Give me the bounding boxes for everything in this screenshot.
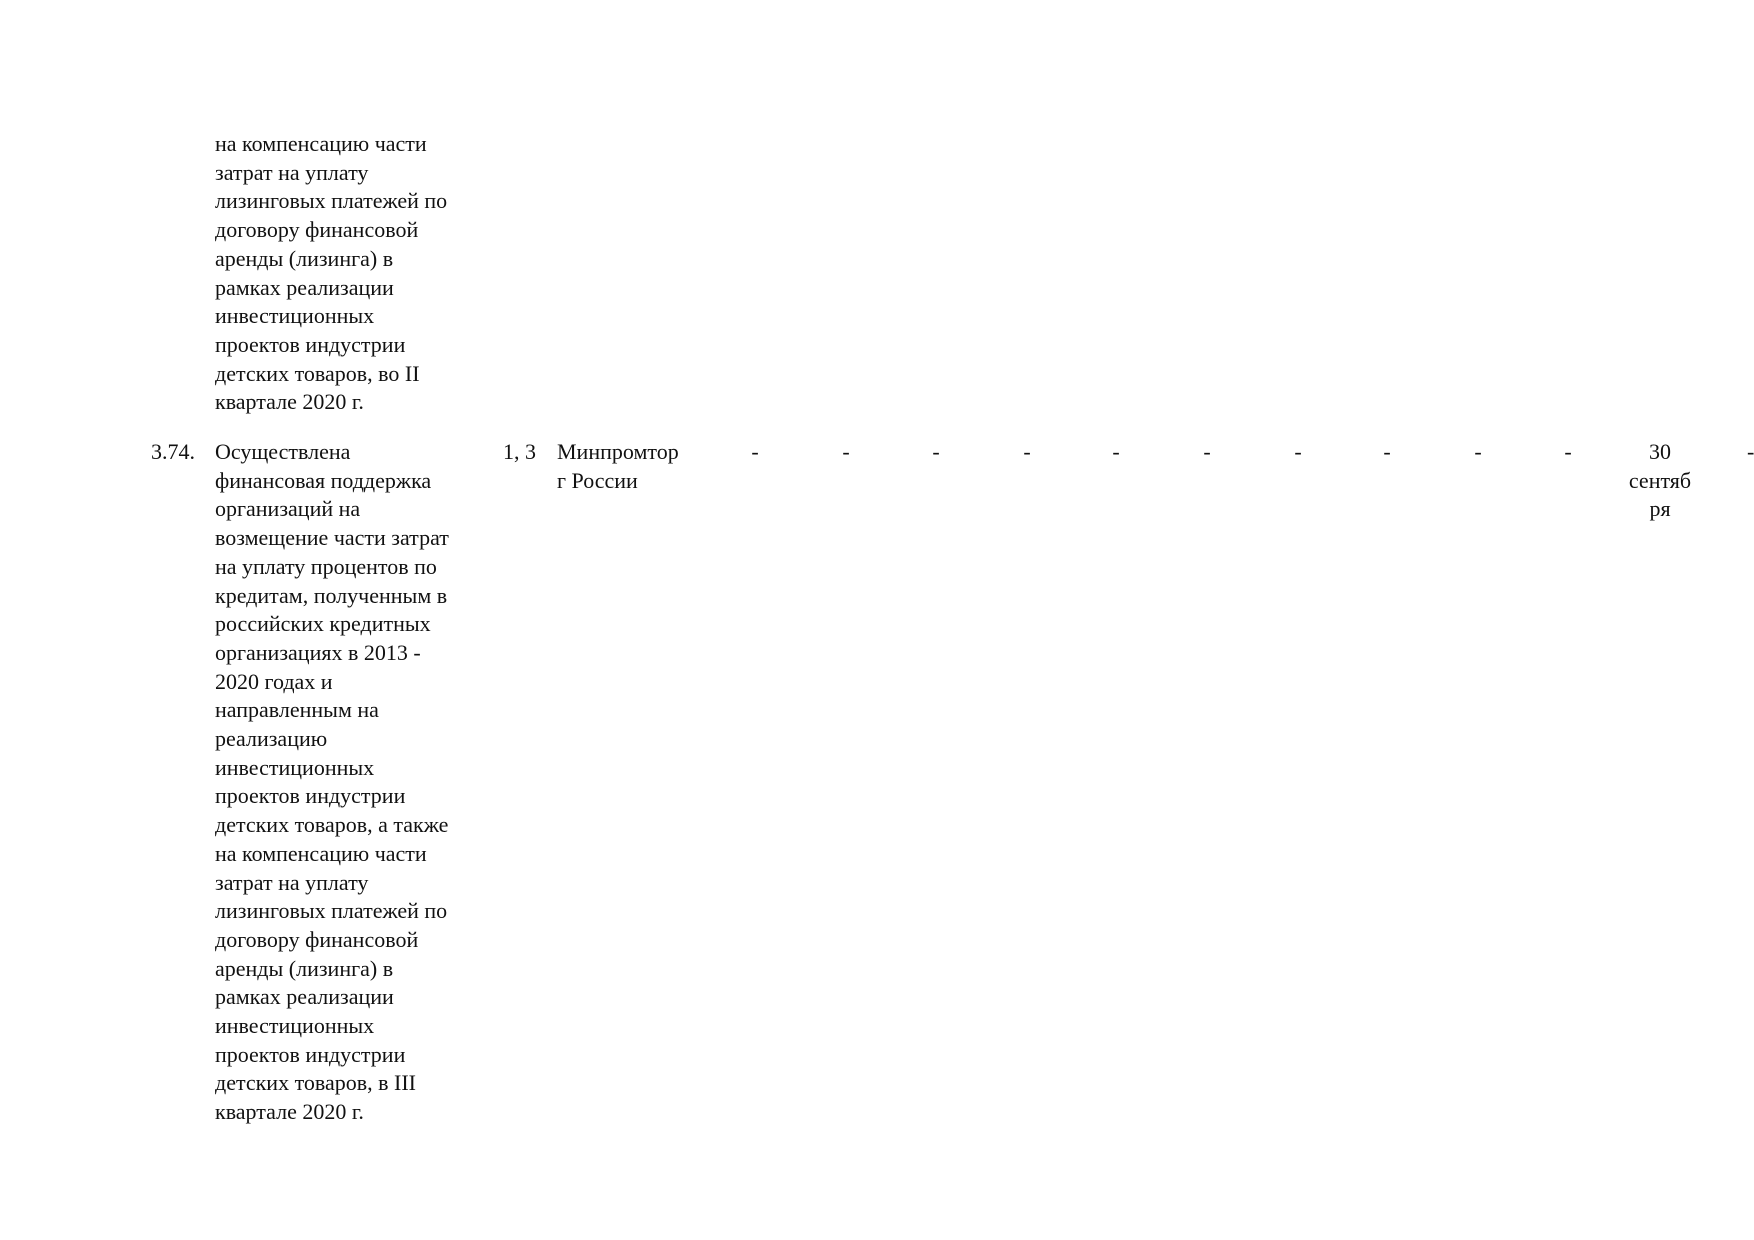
text-line: на уплату процентов по (215, 553, 437, 579)
text-line: кредитам, полученным в (215, 582, 448, 608)
text-line: договору финансовой (215, 926, 419, 952)
text-line: организаций на (215, 496, 361, 522)
text-line: договору финансовой (215, 217, 419, 243)
row-description (215, 438, 449, 1127)
row-date (1620, 438, 1700, 524)
text-line: 30 (1649, 439, 1671, 464)
text-line: лизинговых платежей по (215, 898, 448, 924)
empty-value-dash: - (1474, 439, 1482, 464)
empty-value-dash: - (751, 439, 759, 464)
text-line: детских товаров, в III (215, 1070, 417, 1096)
empty-value-dash: - (1112, 439, 1120, 464)
text-line: рамках реализации (215, 274, 394, 300)
text-line: Минпромтор (557, 439, 679, 464)
text-line: аренды (лизинга) в (215, 245, 394, 271)
text-line: ря (1649, 496, 1671, 522)
row-indicator: 1, 3 (503, 439, 536, 464)
text-line: проектов индустрии (215, 783, 406, 809)
row-number: 3.74. (151, 439, 195, 464)
text-line: аренды (лизинга) в (215, 955, 394, 981)
text-line: детских товаров, а также (215, 812, 449, 838)
text-line: 2020 годах и (215, 668, 333, 694)
text-line: Осуществлена (215, 439, 351, 464)
text-line: затрат на уплату (215, 869, 369, 895)
text-line: на компенсацию части (215, 840, 427, 866)
continuation-text (215, 130, 447, 417)
text-line: реализацию (215, 726, 328, 752)
text-line: возмещение части затрат (215, 525, 449, 551)
text-line: сентяб (1628, 467, 1692, 493)
empty-value-dash: - (932, 439, 940, 464)
text-line: на компенсацию части (215, 131, 427, 156)
text-line: организациях в 2013 - (215, 639, 421, 665)
empty-value-dash: - (1294, 439, 1302, 464)
text-line: квартале 2020 г. (215, 1099, 364, 1125)
text-line: рамках реализации (215, 984, 394, 1010)
text-line: инвестиционных (215, 1013, 375, 1039)
empty-value-dash: - (1383, 439, 1391, 464)
text-line: лизинговых платежей по (215, 188, 448, 214)
text-line: г России (557, 467, 638, 493)
text-line: проектов индустрии (215, 331, 406, 357)
text-line: инвестиционных (215, 754, 375, 780)
empty-value-dash: - (1564, 439, 1572, 464)
text-line: затрат на уплату (215, 159, 369, 185)
empty-value-dash: - (1023, 439, 1031, 464)
row-responsible (557, 438, 679, 495)
empty-value-dash: - (842, 439, 850, 464)
empty-value-dash: - (1203, 439, 1211, 464)
text-line: финансовая поддержка (215, 467, 432, 493)
text-line: детских товаров, во II (215, 360, 420, 386)
text-line: направленным на (215, 697, 379, 723)
text-line: инвестиционных (215, 303, 375, 329)
text-line: проектов индустрии (215, 1041, 406, 1067)
row-last-dash: - (1747, 439, 1754, 464)
text-line: квартале 2020 г. (215, 389, 364, 415)
text-line: российских кредитных (215, 611, 431, 637)
